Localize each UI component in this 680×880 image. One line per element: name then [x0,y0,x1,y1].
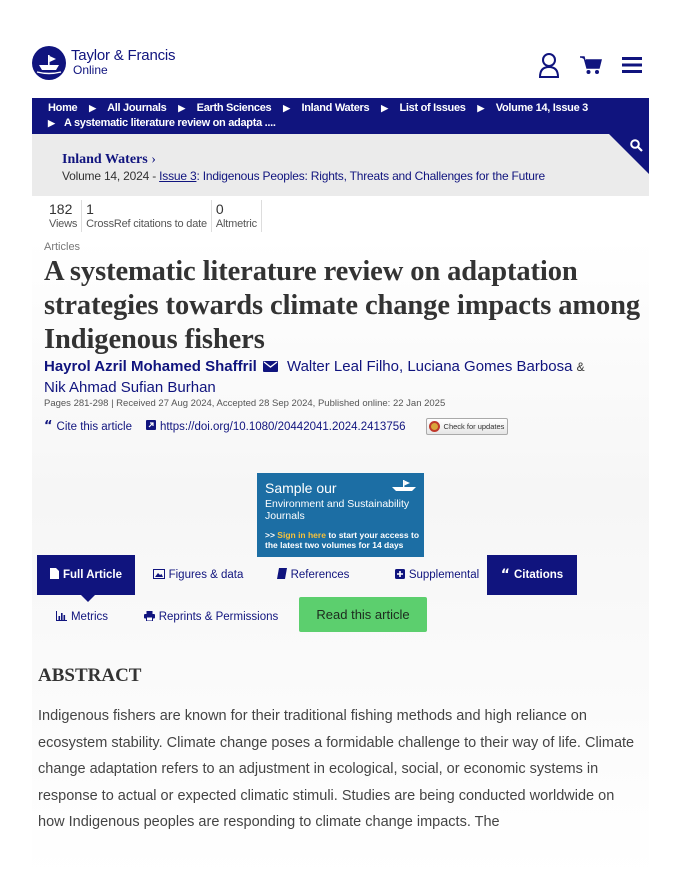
article-metrics [44,200,262,232]
breadcrumb-arrow-icon: ▶ [283,103,290,113]
plus-square-icon [395,569,405,582]
image-icon [153,569,165,582]
tab-supplemental[interactable] [373,555,501,595]
tab-figures[interactable] [145,555,251,595]
envelope-icon[interactable] [263,358,278,378]
quote-icon: “ [44,418,53,434]
views-label: Views [49,218,78,230]
promo-line1: Sample our [265,480,337,496]
breadcrumb [32,98,649,134]
cite-this-article-link[interactable] [44,418,132,434]
author-1[interactable]: Hayrol Azril Mohamed Shaffril [44,358,257,375]
metric-altmetric [212,200,262,232]
doi-text: https://doi.org/10.1080/20442041.2024.2413756 [159,420,406,433]
check-updates-label: Check for updates [443,422,505,431]
author-separator: , [398,358,404,375]
breadcrumb-inland-waters[interactable]: Inland Waters [301,102,370,114]
book-icon [277,568,287,582]
cart-icon[interactable] [580,55,602,80]
search-corner [609,134,649,174]
cite-label: Cite this article [56,420,132,433]
check-for-updates-button[interactable] [426,418,508,435]
journal-panel [32,134,649,196]
logo-text [71,48,175,78]
volume-prefix: Volume 14, 2024 - [62,169,160,183]
promo-banner[interactable] [257,473,424,557]
tab-references-label: References [290,569,350,581]
external-link-icon [146,420,156,433]
journal-volume [62,169,545,183]
abstract-text: Indigenous fishers are known for their traditional fishing methods and high reliance on ecosystem stability. Climate change poses a formidable challenge to their way of life. Climate change adaptation refers to an adjustment in ecological, social, or economic systems in response to actual or expected climatic stimuli. Studies are being conducted worldwide on how Indigenous peoples are responding to climate change impacts. The [38,708,635,830]
search-icon[interactable] [630,139,643,157]
altmetric-count: 0 [215,201,224,217]
tab-citations-label: Citations [514,569,564,581]
logo-line1: Taylor & Francis [71,47,176,64]
tab-metrics[interactable] [37,597,127,637]
breadcrumb-arrow-icon: ▶ [477,103,484,113]
tab-reprints[interactable] [135,597,287,637]
breadcrumb-all-journals[interactable]: All Journals [107,102,167,114]
doi-link[interactable] [146,420,406,433]
views-count: 182 [49,201,73,217]
user-icon[interactable] [538,52,560,83]
promo-line2: Environment and Sustainability Journals [265,498,410,522]
breadcrumb-arrow-icon: ▶ [178,103,185,113]
issue-title: : Indigenous Peoples: Rights, Threats and Challenges for the Future [196,169,546,183]
read-this-article-button[interactable]: Read this article [299,597,427,632]
metric-crossref [82,200,212,232]
quote-icon: “ [500,567,510,583]
breadcrumb-home[interactable]: Home [48,102,78,114]
author-2[interactable]: Walter Leal Filho [286,358,399,375]
printer-icon [144,611,155,624]
tab-reprints-label: Reprints & Permissions [158,611,279,623]
tandf-logo[interactable] [32,46,175,80]
breadcrumb-arrow-icon: ▶ [48,118,55,128]
logo-line2: Online [73,63,108,77]
ship-icon [390,479,418,498]
document-icon [50,568,59,582]
promo-line3-rest: to start your access to the latest two volumes for 14 days [265,530,420,550]
citation-row [44,418,508,435]
article-title: A systematic literature review on adaptation strategies towards climate change impacts among Indigenous fishers [44,256,641,355]
promo-signin-link[interactable]: Sign in here [277,530,326,540]
tab-full-article-label: Full Article [63,569,122,581]
promo-arrows: >> [265,530,278,540]
breadcrumb-list-of-issues[interactable]: List of Issues [399,102,466,114]
header-icons [538,52,642,83]
breadcrumb-volume[interactable]: Volume 14, Issue 3 [495,102,588,114]
tab-citations[interactable] [487,555,577,595]
promo-line3 [265,530,420,550]
metric-views [44,200,82,232]
crossmark-icon [429,421,440,432]
chevron-right-icon: › [151,152,156,167]
crossref-label: CrossRef citations to date [86,218,207,230]
publication-info: Pages 281-298 | Received 27 Aug 2024, Accepted 28 Sep 2024, Published online: 22 Jan 2025 [44,398,446,409]
breadcrumb-arrow-icon: ▶ [381,103,388,113]
issue-link[interactable]: Issue 3 [159,169,197,183]
abstract-heading: ABSTRACT [38,665,142,686]
menu-icon[interactable] [622,56,642,79]
author-list [44,357,644,398]
tab-metrics-label: Metrics [70,611,109,623]
tab-references[interactable] [267,555,359,595]
breadcrumb-arrow-icon: ▶ [89,103,96,113]
author-3[interactable]: Luciana Gomes Barbosa [407,358,573,375]
author-ampersand: & [576,360,585,374]
article-type: Articles [44,241,81,253]
altmetric-label: Altmetric [215,218,257,230]
tab-full-article[interactable] [37,555,135,595]
tab-supplemental-label: Supplemental [408,569,480,581]
author-4[interactable]: Nik Ahmad Sufian Burhan [44,379,216,396]
tab-figures-label: Figures & data [168,569,244,581]
logo-emblem-icon [32,46,66,80]
crossref-count: 1 [86,201,94,217]
breadcrumb-current: A systematic literature review on adapta .... [63,117,276,129]
journal-title: Inland Waters [62,152,148,167]
breadcrumb-earth-sciences[interactable]: Earth Sciences [196,102,272,114]
site-header [0,0,680,98]
bar-chart-icon [56,611,67,624]
journal-title-link[interactable] [62,152,156,168]
